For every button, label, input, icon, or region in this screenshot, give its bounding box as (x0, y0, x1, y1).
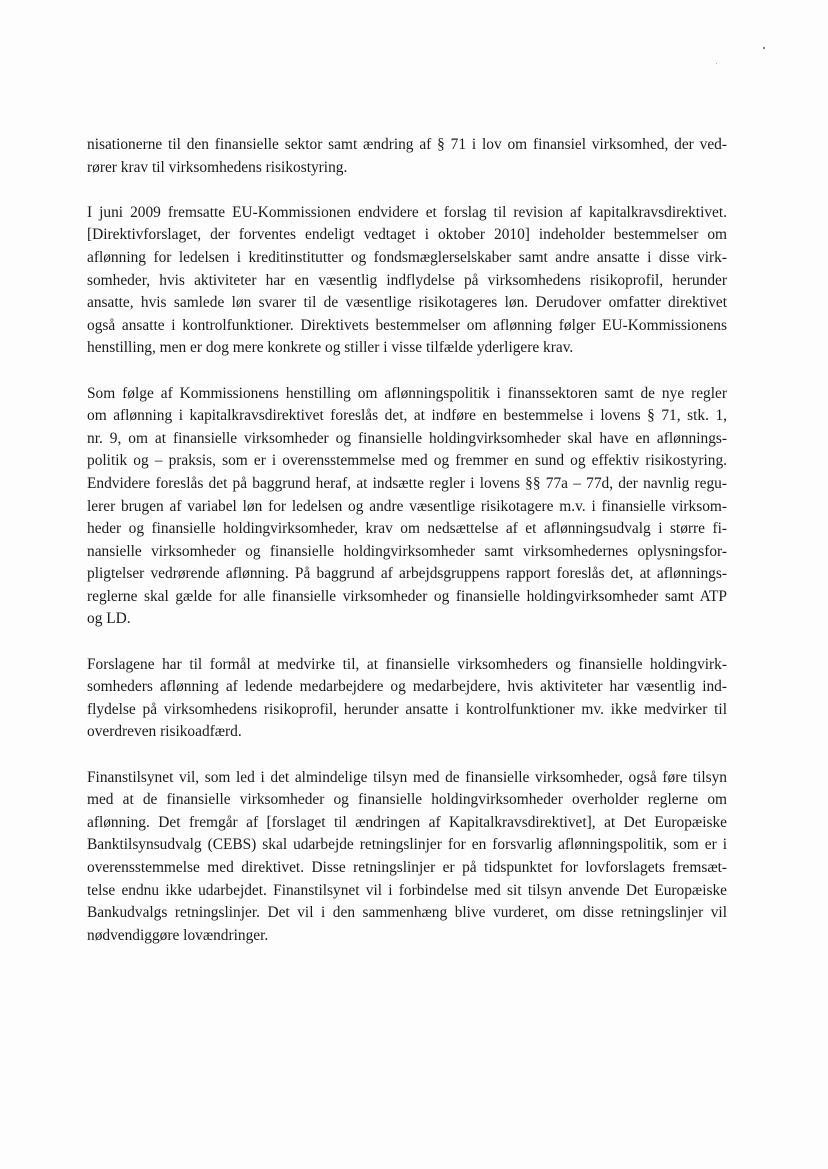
document-body (87, 134, 727, 947)
text-line: med at de finansielle virksomheder og finansielle holdingvirksomheder overholder reglerne om (87, 791, 727, 809)
text-line: ansatte, hvis samlede løn svarer til de væsentlige risikotageres løn. Derudover omfatter direktivet (87, 294, 727, 312)
paragraph-intro-continuation (87, 134, 727, 179)
paragraph-purpose (87, 654, 727, 744)
text-line: overensstemmelse med direktivet. Disse retningslinjer er på tidspunktet for lovforslagets fremsæt- (87, 859, 727, 876)
text-line: rører krav til virksomhedens risikostyring. (87, 158, 348, 176)
text-line: nansielle virksomheder og finansielle holdingvirksomheder samt virksomhedernes oplysningsfor- (87, 542, 727, 560)
text-line: pligtelser vedrørende aflønning. På baggrund af arbejdsgruppens rapport foreslås det, at aflønnings- (87, 565, 727, 583)
text-line: reglerne skal gælde for alle finansielle virksomheder og finansielle holdingvirksomheder samt ATP (87, 587, 727, 605)
text-line: telse endnu ikke udarbejdet. Finanstilsynet vil i forbindelse med sit tilsyn anvende Det Europæiske (87, 881, 727, 899)
text-line: Banktilsynsudvalg (CEBS) skal udarbejde retningslinjer for en forsvarlig aflønningspolitik, som er i (87, 836, 727, 854)
text-line: [Direktivforslaget, der forventes endeligt vedtaget i oktober 2010] indeholder bestemmelser om (87, 226, 727, 244)
text-line: og LD. (87, 610, 131, 628)
text-line: Endvidere foreslås det på baggrund heraf, at indsætte regler i lovens §§ 77a – 77d, der navnlig regu- (87, 474, 727, 492)
text-line: Finanstilsynet vil, som led i det almindelige tilsyn med de finansielle virksomheder, også føre tilsyn (87, 768, 727, 786)
text-line: politik og – praksis, som er i overensstemmelse med og fremmer en sund og effektiv risikostyring. (87, 452, 727, 470)
text-line: overdreven risikoadfærd. (87, 723, 242, 741)
scan-speck (763, 47, 765, 49)
text-line: somheders aflønning af ledende medarbejdere og medarbejdere, hvis aktiviteter har væsentlig ind- (87, 678, 727, 696)
text-line: I juni 2009 fremsatte EU-Kommissionen endvidere et forslag til revision af kapitalkravsdirektivet. (87, 203, 727, 221)
text-line: om aflønning i kapitalkravsdirektivet foreslås det, at indføre en bestemmelse i lovens § 71, stk. 1, (87, 407, 727, 425)
text-line: aflønning. Det fremgår af [forslaget til ændringen af Kapitalkravsdirektivet], at Det Europæiske (87, 813, 727, 831)
text-line: aflønning for ledelsen i kreditinstitutter og fondsmæglerselskaber samt andre ansatte i disse virk- (87, 248, 727, 266)
text-line: nr. 9, om at finansielle virksomheder og finansielle holdingvirksomheder skal have en aflønnings- (87, 429, 727, 447)
text-line: nødvendiggøre lovændringer. (87, 926, 269, 944)
text-line: nisationerne til den finansielle sektor samt ændring af § 71 i lov om finansiel virksomhed, der ved- (87, 136, 727, 153)
text-line: Som følge af Kommissionens henstilling om aflønningspolitik i finanssektoren samt de nye regler (87, 384, 727, 402)
text-line: henstilling, men er dog mere konkrete og stiller i visse tilfælde yderligere krav. (87, 339, 574, 357)
paragraph-proposal-rules (87, 383, 727, 632)
paragraph-supervision (87, 767, 727, 948)
scan-speck (716, 63, 717, 64)
text-line: også ansatte i kontrolfunktioner. Direktivets bestemmelser om aflønning følger EU-Kommissionens (87, 316, 727, 334)
text-line: heder og finansielle holdingvirksomheder, krav om nedsættelse af et aflønningsudvalg i større fi- (87, 520, 727, 538)
paragraph-eu-proposal (87, 202, 727, 360)
text-line: somheder, hvis aktiviteter har en væsentlig indflydelse på virksomhedens risikoprofil, herunder (87, 271, 727, 289)
text-line: lerer brugen af variabel løn for ledelsen og andre væsentlige risikotagere m.v. i finansielle virksom- (87, 497, 727, 515)
text-line: Bankudvalgs retningslinjer. Det vil i den sammenhæng blive vurderet, om disse retningslinjer vil (87, 904, 727, 922)
text-line: flydelse på virksomhedens risikoprofil, herunder ansatte i kontrolfunktioner mv. ikke medvirker til (87, 700, 727, 718)
text-line: Forslagene har til formål at medvirke til, at finansielle virksomheders og finansielle holdingvirk- (87, 655, 727, 673)
